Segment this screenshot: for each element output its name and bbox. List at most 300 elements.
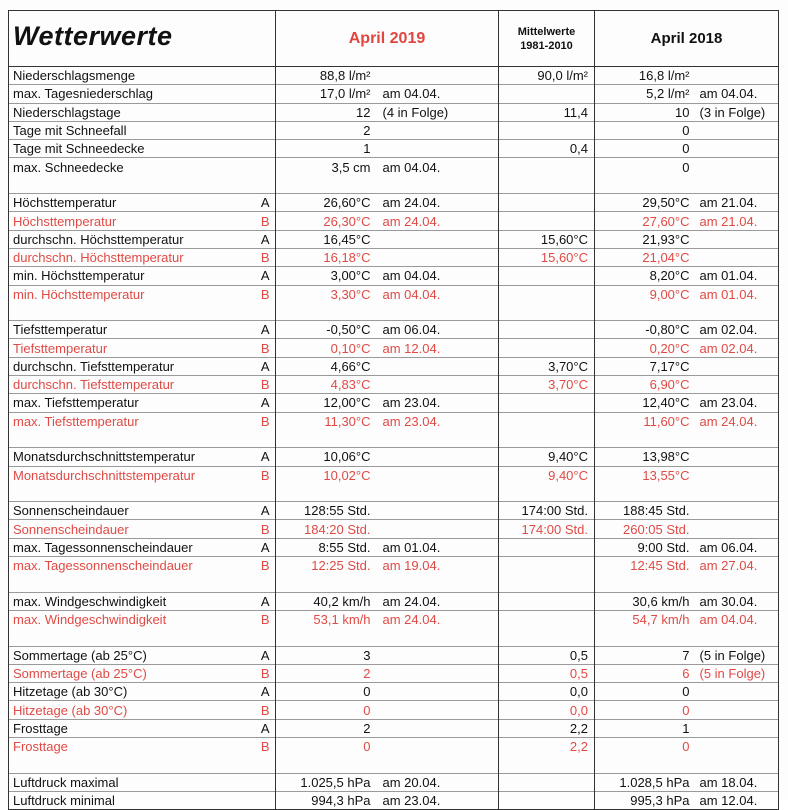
average-value bbox=[499, 212, 595, 230]
value-2018: 10 bbox=[595, 103, 690, 121]
value-2019: 3,00°C bbox=[276, 267, 371, 285]
station-code: B bbox=[256, 412, 276, 430]
date-2018: am 27.04. bbox=[690, 557, 779, 575]
value-2019: 16,45°C bbox=[276, 230, 371, 248]
date-2019: am 20.04. bbox=[371, 773, 499, 791]
station-code bbox=[256, 67, 276, 85]
row-label: Tiefsttemperatur bbox=[9, 321, 256, 339]
spacer-cell bbox=[595, 176, 690, 194]
spacer-cell bbox=[690, 430, 779, 448]
spacer-cell bbox=[371, 176, 499, 194]
table-row bbox=[9, 267, 779, 285]
row-label: max. Windgeschwindigkeit bbox=[9, 610, 256, 628]
spacer-cell bbox=[9, 176, 256, 194]
value-2019: 128:55 Std. bbox=[276, 502, 371, 520]
row-label: Monatsdurchschnittstemperatur bbox=[9, 466, 256, 484]
date-2018 bbox=[690, 357, 779, 375]
table-row bbox=[9, 85, 779, 103]
value-2018: 13,98°C bbox=[595, 448, 690, 466]
date-2018: am 21.04. bbox=[690, 194, 779, 212]
table-row bbox=[9, 357, 779, 375]
average-value bbox=[499, 194, 595, 212]
table-row bbox=[9, 664, 779, 682]
spacer-cell bbox=[256, 176, 276, 194]
average-value bbox=[499, 557, 595, 575]
weather-table bbox=[8, 10, 779, 810]
spacer-cell bbox=[595, 430, 690, 448]
value-2019: 1 bbox=[276, 140, 371, 158]
date-2018 bbox=[690, 502, 779, 520]
spacer-cell bbox=[276, 303, 371, 321]
table-row bbox=[9, 376, 779, 394]
spacer-cell bbox=[371, 628, 499, 646]
date-2018 bbox=[690, 448, 779, 466]
row-label: Luftdruck maximal bbox=[9, 773, 256, 791]
table-row bbox=[9, 230, 779, 248]
value-2018: 21,93°C bbox=[595, 230, 690, 248]
value-2018: 16,8 l/m² bbox=[595, 67, 690, 85]
table-row bbox=[9, 773, 779, 791]
date-2019 bbox=[371, 248, 499, 266]
value-2018: 9,00°C bbox=[595, 285, 690, 303]
average-value: 11,4 bbox=[499, 103, 595, 121]
station-code: A bbox=[256, 194, 276, 212]
row-label: Höchsttemperatur bbox=[9, 212, 256, 230]
spacer-cell bbox=[371, 303, 499, 321]
spacer-cell bbox=[256, 755, 276, 773]
date-2019: am 23.04. bbox=[371, 412, 499, 430]
date-2019: am 24.04. bbox=[371, 212, 499, 230]
value-2019: 3,30°C bbox=[276, 285, 371, 303]
date-2019: am 23.04. bbox=[371, 394, 499, 412]
spacer-cell bbox=[9, 303, 256, 321]
row-label: Tage mit Schneedecke bbox=[9, 140, 256, 158]
date-2018: am 04.04. bbox=[690, 610, 779, 628]
date-2018: am 02.04. bbox=[690, 339, 779, 357]
average-value: 0,5 bbox=[499, 664, 595, 682]
date-2019: (4 in Folge) bbox=[371, 103, 499, 121]
header-average-line2: 1981-2010 bbox=[520, 39, 573, 52]
header-2018: April 2018 bbox=[650, 30, 723, 47]
spacer-cell bbox=[276, 176, 371, 194]
row-label: Höchsttemperatur bbox=[9, 194, 256, 212]
row-label: Frosttage bbox=[9, 737, 256, 755]
spacer-cell bbox=[276, 574, 371, 592]
spacer-cell bbox=[371, 755, 499, 773]
spacer-cell bbox=[499, 628, 595, 646]
table-row bbox=[9, 339, 779, 357]
average-value: 9,40°C bbox=[499, 466, 595, 484]
table-row bbox=[9, 791, 779, 809]
average-value bbox=[499, 791, 595, 809]
date-2019: am 12.04. bbox=[371, 339, 499, 357]
average-value bbox=[499, 538, 595, 556]
average-value: 0,0 bbox=[499, 701, 595, 719]
value-2019: 4,83°C bbox=[276, 376, 371, 394]
value-2018: 0 bbox=[595, 737, 690, 755]
spacer-cell bbox=[499, 484, 595, 502]
value-2018: 260:05 Std. bbox=[595, 520, 690, 538]
row-label: Sonnenscheindauer bbox=[9, 520, 256, 538]
date-2018 bbox=[690, 248, 779, 266]
date-2018 bbox=[690, 376, 779, 394]
row-label: max. Tiefsttemperatur bbox=[9, 394, 256, 412]
average-value: 3,70°C bbox=[499, 357, 595, 375]
row-label: max. Tagesniederschlag bbox=[9, 85, 256, 103]
value-2018: 0 bbox=[595, 701, 690, 719]
average-value bbox=[499, 773, 595, 791]
average-value bbox=[499, 592, 595, 610]
station-code: B bbox=[256, 212, 276, 230]
station-code: B bbox=[256, 339, 276, 357]
station-code: A bbox=[256, 448, 276, 466]
value-2018: 7,17°C bbox=[595, 357, 690, 375]
station-code bbox=[256, 140, 276, 158]
table-row bbox=[9, 466, 779, 484]
date-2019: am 24.04. bbox=[371, 592, 499, 610]
header-2019: April 2019 bbox=[348, 30, 426, 47]
value-2018: 1.028,5 hPa bbox=[595, 773, 690, 791]
table-row bbox=[9, 557, 779, 575]
title-cell bbox=[9, 11, 276, 67]
row-label: Frosttage bbox=[9, 719, 256, 737]
date-2019 bbox=[371, 683, 499, 701]
date-2018 bbox=[690, 230, 779, 248]
date-2019: am 23.04. bbox=[371, 791, 499, 809]
spacer-cell bbox=[276, 430, 371, 448]
value-2018: 30,6 km/h bbox=[595, 592, 690, 610]
date-2019 bbox=[371, 664, 499, 682]
row-label: max. Windgeschwindigkeit bbox=[9, 592, 256, 610]
table-row bbox=[9, 701, 779, 719]
spacer-cell bbox=[276, 484, 371, 502]
average-value bbox=[499, 321, 595, 339]
spacer-cell bbox=[276, 755, 371, 773]
row-label: durchschn. Höchsttemperatur bbox=[9, 230, 256, 248]
average-value: 90,0 l/m² bbox=[499, 67, 595, 85]
value-2019: 40,2 km/h bbox=[276, 592, 371, 610]
row-label: durchschn. Höchsttemperatur bbox=[9, 248, 256, 266]
spacer-row bbox=[9, 755, 779, 773]
value-2019: 17,0 l/m² bbox=[276, 85, 371, 103]
date-2018: am 23.04. bbox=[690, 394, 779, 412]
table-row bbox=[9, 67, 779, 85]
header-2019-cell bbox=[276, 11, 499, 67]
date-2019 bbox=[371, 737, 499, 755]
station-code: A bbox=[256, 394, 276, 412]
value-2018: 5,2 l/m² bbox=[595, 85, 690, 103]
spacer-cell bbox=[499, 755, 595, 773]
value-2018: 1 bbox=[595, 719, 690, 737]
value-2019: 2 bbox=[276, 664, 371, 682]
date-2018 bbox=[690, 683, 779, 701]
date-2018 bbox=[690, 158, 779, 176]
average-value bbox=[499, 285, 595, 303]
average-value bbox=[499, 158, 595, 176]
station-code: B bbox=[256, 557, 276, 575]
table-row bbox=[9, 592, 779, 610]
value-2019: 53,1 km/h bbox=[276, 610, 371, 628]
date-2018 bbox=[690, 466, 779, 484]
value-2018: 27,60°C bbox=[595, 212, 690, 230]
table-row bbox=[9, 719, 779, 737]
station-code: A bbox=[256, 683, 276, 701]
date-2019 bbox=[371, 520, 499, 538]
date-2019 bbox=[371, 502, 499, 520]
value-2018: 8,20°C bbox=[595, 267, 690, 285]
value-2019: 2 bbox=[276, 121, 371, 139]
date-2019: am 04.04. bbox=[371, 267, 499, 285]
spacer-cell bbox=[371, 574, 499, 592]
date-2019 bbox=[371, 719, 499, 737]
date-2018: am 06.04. bbox=[690, 538, 779, 556]
station-code: B bbox=[256, 285, 276, 303]
value-2018: -0,80°C bbox=[595, 321, 690, 339]
station-code: A bbox=[256, 357, 276, 375]
average-value: 9,40°C bbox=[499, 448, 595, 466]
spacer-row bbox=[9, 176, 779, 194]
average-value: 174:00 Std. bbox=[499, 502, 595, 520]
value-2019: 1.025,5 hPa bbox=[276, 773, 371, 791]
date-2019: am 04.04. bbox=[371, 285, 499, 303]
spacer-cell bbox=[595, 303, 690, 321]
average-value bbox=[499, 394, 595, 412]
station-code: B bbox=[256, 466, 276, 484]
spacer-cell bbox=[256, 628, 276, 646]
station-code bbox=[256, 121, 276, 139]
average-value bbox=[499, 412, 595, 430]
spacer-cell bbox=[690, 628, 779, 646]
table-row bbox=[9, 412, 779, 430]
average-value: 2,2 bbox=[499, 719, 595, 737]
value-2018: 6,90°C bbox=[595, 376, 690, 394]
header-average-line1: Mittelwerte bbox=[517, 25, 576, 38]
table-row bbox=[9, 646, 779, 664]
spacer-cell bbox=[371, 484, 499, 502]
spacer-cell bbox=[9, 755, 256, 773]
station-code bbox=[256, 791, 276, 809]
date-2018: am 24.04. bbox=[690, 412, 779, 430]
row-label: max. Tagessonnenscheindauer bbox=[9, 557, 256, 575]
table-row bbox=[9, 394, 779, 412]
date-2019: am 24.04. bbox=[371, 194, 499, 212]
value-2019: 2 bbox=[276, 719, 371, 737]
station-code bbox=[256, 103, 276, 121]
row-label: Monatsdurchschnittstemperatur bbox=[9, 448, 256, 466]
value-2019: 10,02°C bbox=[276, 466, 371, 484]
value-2019: 184:20 Std. bbox=[276, 520, 371, 538]
date-2018: am 02.04. bbox=[690, 321, 779, 339]
spacer-cell bbox=[499, 176, 595, 194]
date-2019 bbox=[371, 67, 499, 85]
value-2018: 0 bbox=[595, 683, 690, 701]
date-2019: am 19.04. bbox=[371, 557, 499, 575]
spacer-cell bbox=[256, 574, 276, 592]
value-2018: 0 bbox=[595, 121, 690, 139]
average-value bbox=[499, 85, 595, 103]
date-2018: am 21.04. bbox=[690, 212, 779, 230]
row-label: durchschn. Tiefsttemperatur bbox=[9, 357, 256, 375]
value-2018: 11,60°C bbox=[595, 412, 690, 430]
table-row bbox=[9, 248, 779, 266]
value-2018: 7 bbox=[595, 646, 690, 664]
spacer-cell bbox=[499, 430, 595, 448]
spacer-cell bbox=[499, 303, 595, 321]
value-2018: 13,55°C bbox=[595, 466, 690, 484]
station-code: B bbox=[256, 248, 276, 266]
value-2019: 0 bbox=[276, 701, 371, 719]
spacer-cell bbox=[690, 176, 779, 194]
value-2018: 12,40°C bbox=[595, 394, 690, 412]
average-value bbox=[499, 339, 595, 357]
spacer-cell bbox=[690, 303, 779, 321]
spacer-cell bbox=[690, 574, 779, 592]
station-code bbox=[256, 158, 276, 176]
date-2019 bbox=[371, 121, 499, 139]
header-2018-cell bbox=[595, 11, 779, 67]
date-2019 bbox=[371, 466, 499, 484]
value-2019: 0 bbox=[276, 683, 371, 701]
station-code: B bbox=[256, 664, 276, 682]
table-row bbox=[9, 502, 779, 520]
date-2018: am 12.04. bbox=[690, 791, 779, 809]
spacer-cell bbox=[499, 574, 595, 592]
row-label: Niederschlagstage bbox=[9, 103, 256, 121]
table-row bbox=[9, 448, 779, 466]
spacer-cell bbox=[9, 484, 256, 502]
table-row bbox=[9, 194, 779, 212]
spacer-row bbox=[9, 303, 779, 321]
spacer-cell bbox=[690, 755, 779, 773]
value-2018: 21,04°C bbox=[595, 248, 690, 266]
table-row bbox=[9, 538, 779, 556]
average-value: 0,5 bbox=[499, 646, 595, 664]
table-row bbox=[9, 520, 779, 538]
value-2019: 26,30°C bbox=[276, 212, 371, 230]
station-code: A bbox=[256, 321, 276, 339]
average-value: 15,60°C bbox=[499, 248, 595, 266]
date-2018 bbox=[690, 719, 779, 737]
station-code bbox=[256, 85, 276, 103]
value-2019: 26,60°C bbox=[276, 194, 371, 212]
table-row bbox=[9, 158, 779, 176]
row-label: max. Schneedecke bbox=[9, 158, 256, 176]
date-2018: am 01.04. bbox=[690, 267, 779, 285]
value-2019: 16,18°C bbox=[276, 248, 371, 266]
header-row bbox=[9, 11, 779, 67]
spacer-cell bbox=[276, 628, 371, 646]
spacer-cell bbox=[256, 430, 276, 448]
value-2019: 8:55 Std. bbox=[276, 538, 371, 556]
station-code: A bbox=[256, 538, 276, 556]
station-code: A bbox=[256, 719, 276, 737]
spacer-row bbox=[9, 574, 779, 592]
value-2019: 10,06°C bbox=[276, 448, 371, 466]
average-value bbox=[499, 610, 595, 628]
date-2018 bbox=[690, 67, 779, 85]
value-2019: 4,66°C bbox=[276, 357, 371, 375]
date-2019 bbox=[371, 140, 499, 158]
row-label: Tiefsttemperatur bbox=[9, 339, 256, 357]
row-label: min. Höchsttemperatur bbox=[9, 285, 256, 303]
average-value: 3,70°C bbox=[499, 376, 595, 394]
table-row bbox=[9, 140, 779, 158]
spacer-cell bbox=[9, 574, 256, 592]
value-2019: 3,5 cm bbox=[276, 158, 371, 176]
value-2018: 188:45 Std. bbox=[595, 502, 690, 520]
average-value: 0,4 bbox=[499, 140, 595, 158]
value-2018: 12:45 Std. bbox=[595, 557, 690, 575]
station-code: B bbox=[256, 376, 276, 394]
table-row bbox=[9, 610, 779, 628]
spacer-cell bbox=[256, 303, 276, 321]
value-2018: 0,20°C bbox=[595, 339, 690, 357]
header-average-cell bbox=[499, 11, 595, 67]
row-label: Hitzetage (ab 30°C) bbox=[9, 683, 256, 701]
row-label: min. Höchsttemperatur bbox=[9, 267, 256, 285]
row-label: Luftdruck minimal bbox=[9, 791, 256, 809]
value-2019: 994,3 hPa bbox=[276, 791, 371, 809]
average-value: 15,60°C bbox=[499, 230, 595, 248]
table-row bbox=[9, 212, 779, 230]
value-2019: 11,30°C bbox=[276, 412, 371, 430]
table-row bbox=[9, 103, 779, 121]
station-code bbox=[256, 773, 276, 791]
average-value: 174:00 Std. bbox=[499, 520, 595, 538]
date-2019 bbox=[371, 448, 499, 466]
value-2019: 12:25 Std. bbox=[276, 557, 371, 575]
station-code: B bbox=[256, 610, 276, 628]
average-value bbox=[499, 267, 595, 285]
date-2018 bbox=[690, 737, 779, 755]
table-row bbox=[9, 285, 779, 303]
spacer-cell bbox=[595, 755, 690, 773]
row-label: max. Tagessonnenscheindauer bbox=[9, 538, 256, 556]
station-code: B bbox=[256, 701, 276, 719]
value-2019: -0,50°C bbox=[276, 321, 371, 339]
date-2019 bbox=[371, 646, 499, 664]
station-code: A bbox=[256, 592, 276, 610]
value-2019: 88,8 l/m² bbox=[276, 67, 371, 85]
spacer-row bbox=[9, 628, 779, 646]
spacer-cell bbox=[256, 484, 276, 502]
spacer-cell bbox=[595, 574, 690, 592]
date-2019 bbox=[371, 357, 499, 375]
row-label: Tage mit Schneefall bbox=[9, 121, 256, 139]
spacer-row bbox=[9, 484, 779, 502]
row-label: Niederschlagsmenge bbox=[9, 67, 256, 85]
date-2018: (3 in Folge) bbox=[690, 103, 779, 121]
spacer-cell bbox=[9, 628, 256, 646]
date-2019: am 06.04. bbox=[371, 321, 499, 339]
station-code: B bbox=[256, 520, 276, 538]
date-2019 bbox=[371, 230, 499, 248]
date-2019: am 01.04. bbox=[371, 538, 499, 556]
table-row bbox=[9, 121, 779, 139]
station-code: A bbox=[256, 502, 276, 520]
value-2019: 0 bbox=[276, 737, 371, 755]
value-2018: 29,50°C bbox=[595, 194, 690, 212]
date-2019: am 04.04. bbox=[371, 85, 499, 103]
date-2018: am 30.04. bbox=[690, 592, 779, 610]
row-label: durchschn. Tiefsttemperatur bbox=[9, 376, 256, 394]
page-title: Wetterwerte bbox=[13, 21, 173, 51]
row-label: Hitzetage (ab 30°C) bbox=[9, 701, 256, 719]
value-2018: 995,3 hPa bbox=[595, 791, 690, 809]
date-2019 bbox=[371, 376, 499, 394]
value-2018: 6 bbox=[595, 664, 690, 682]
date-2018: (5 in Folge) bbox=[690, 646, 779, 664]
